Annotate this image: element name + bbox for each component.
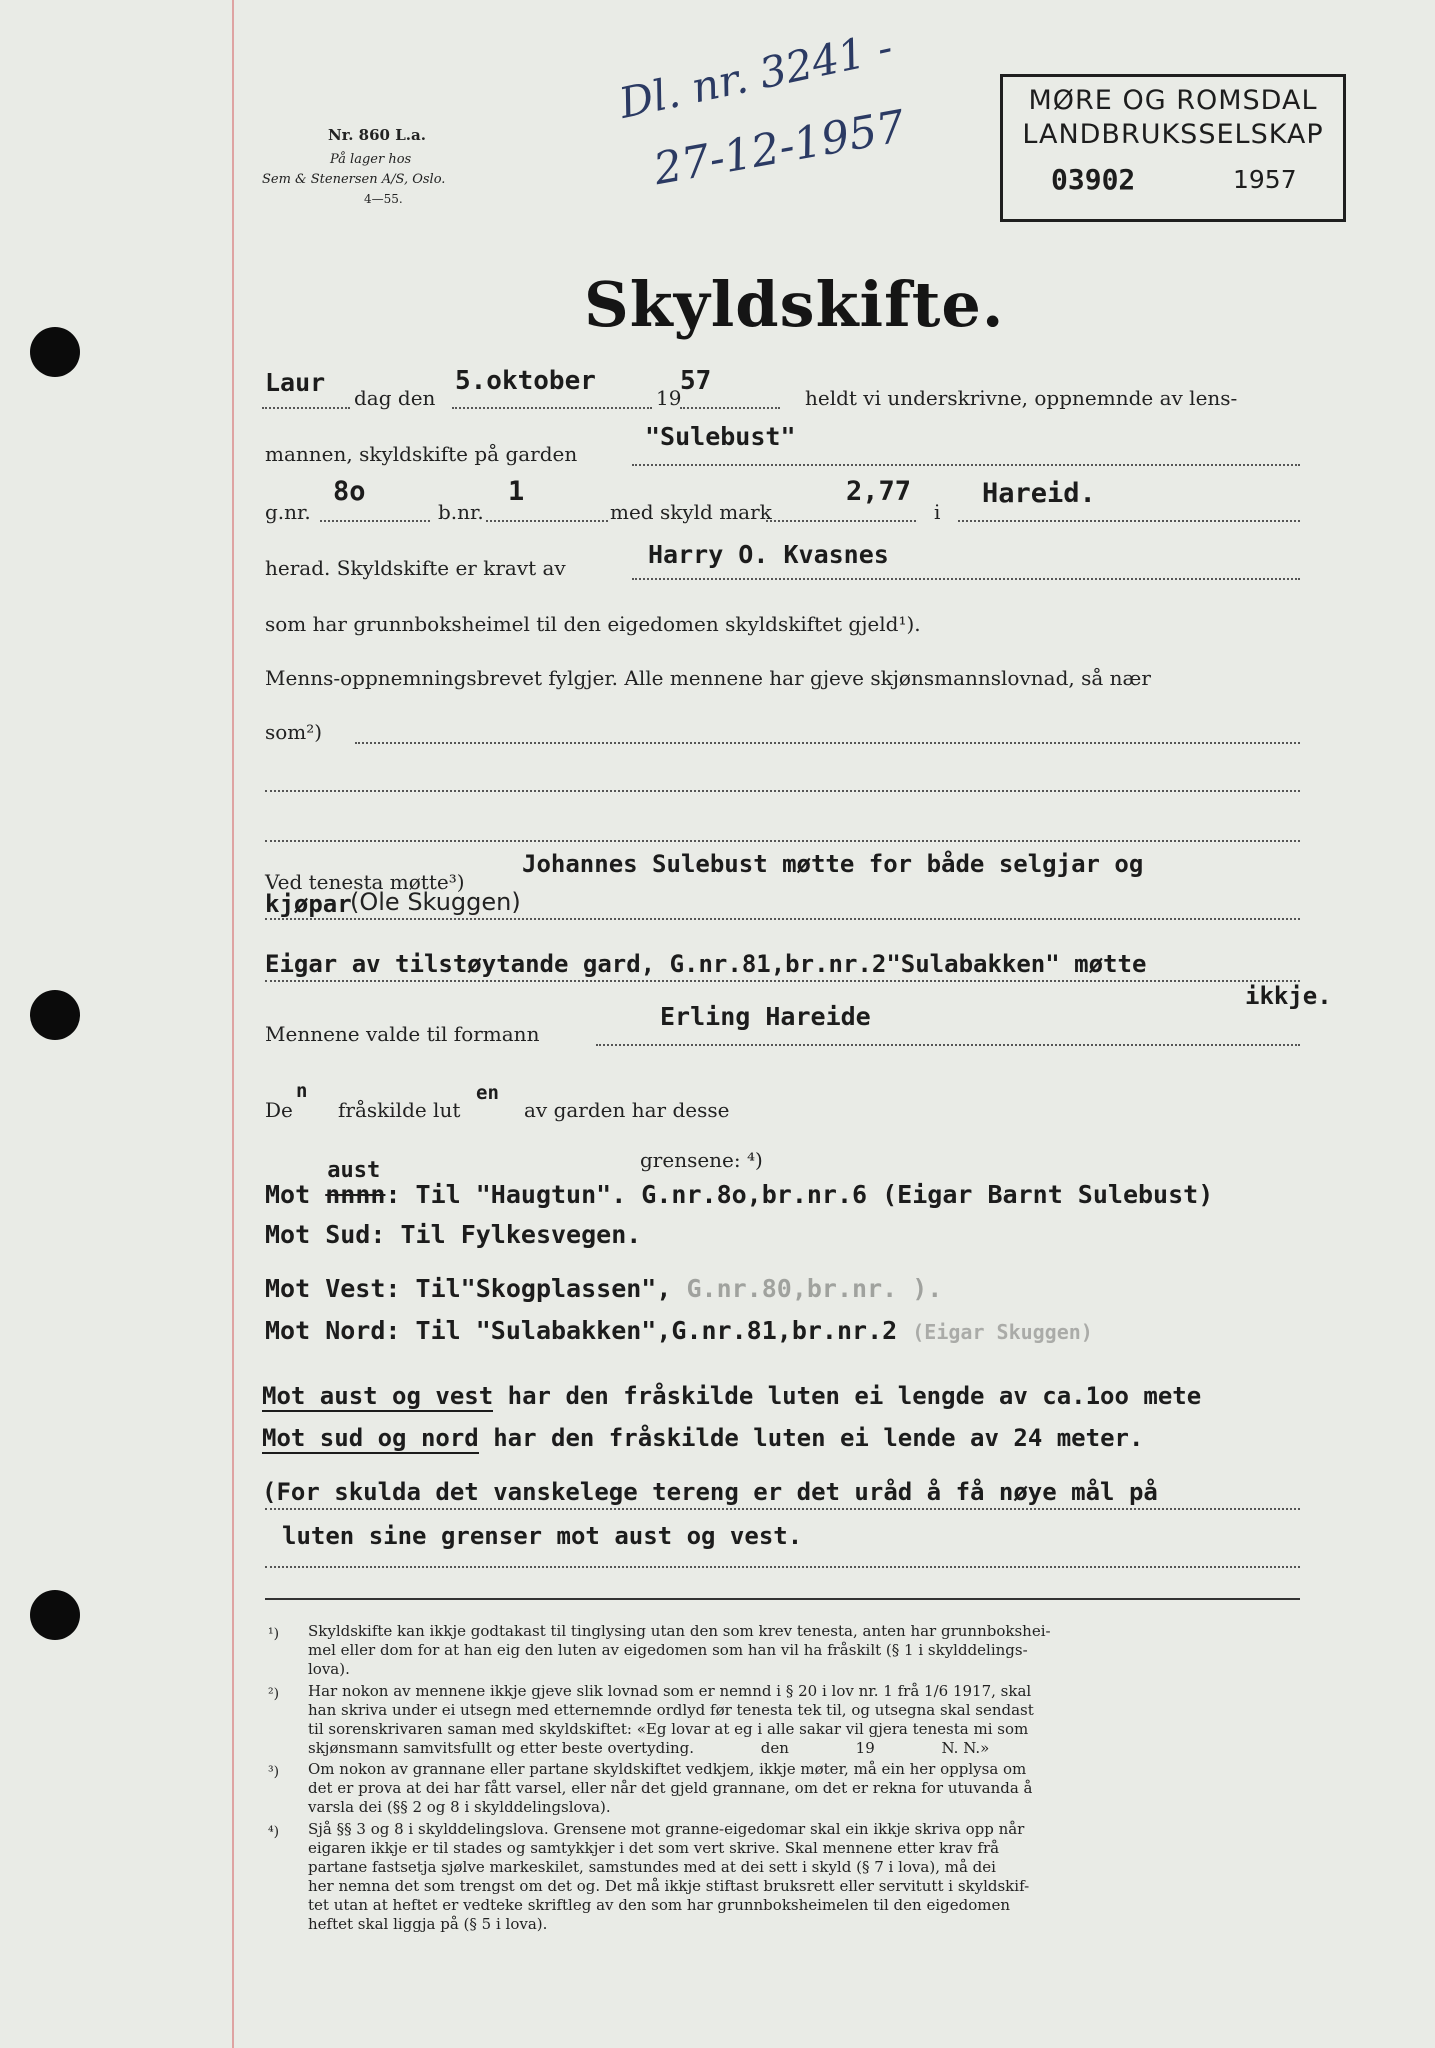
attended-line-1: Johannes Sulebust møtte for både selgjar og <box>522 850 1144 878</box>
boundary-north <box>265 1316 1093 1345</box>
punch-hole-middle <box>30 990 80 1040</box>
footnote-2: Har nokon av mennene ikkje gjeve slik lovnad som er nemnd i § 20 i lov nr. 1 frå 1/6 1917, skal han skriva under ei utsegn med etternemnde ordlyd før tenesta tek til, og utsegna skal sendast til sorenskrivaren saman med skyldskiftet: «Eg lovar at eg i alle sakar vil gjera tenesta mi som skjønsmann samvitsfullt og etter beste overtyding. den 19 N. N.» <box>308 1682 1034 1757</box>
label-dag-den: dag den <box>354 386 436 410</box>
footnote-4-num: ⁴) <box>268 1824 280 1840</box>
label-mannen: mannen, skyldskifte på garden <box>265 442 578 466</box>
herad-value: Hareid. <box>982 478 1096 509</box>
handwritten-date: 27-12-1957 <box>650 100 909 196</box>
page-title: Skyldskifte. <box>584 268 1005 341</box>
footnote-4: Sjå §§ 3 og 8 i skylddelingslova. Grensene mot granne-eigedomar skal ein ikkje skriva opp når eigaren ikkje er til stades og samtykkjer i det som vert skrive. Skal mennene etter krav frå partane fastsetja sjølve markeskilet, samstundes med at dei sett i skyld (§ 7 i lova), må dei her nemna det som trengst om det og. Det må ikkje stiftast bruksrett eller servitutt i skyldskif- tet utan at heftet er vedteke skriftleg av den som har grunnboksheimelen til den eigedomen heftet skal liggja på (§ 5 i lova). <box>308 1820 1030 1933</box>
measurement-east-west-label: Mot aust og vest <box>262 1382 494 1410</box>
boundary-east-struck: nnnn <box>325 1180 386 1209</box>
stock-note-2: Sem & Stenersen A/S, Oslo. <box>262 172 446 187</box>
form-number: Nr. 860 L.a. <box>328 126 426 144</box>
boundary-east-overwrite: aust <box>327 1158 381 1183</box>
footnote-2-num: ²) <box>268 1686 280 1702</box>
boundary-south-text: Til Fylkesvegen. <box>400 1220 642 1249</box>
measurement-south-north-label: Mot sud og nord <box>262 1424 479 1452</box>
skyld-value: 2,77 <box>846 476 912 507</box>
margin-rule <box>232 0 234 2048</box>
boundary-north-text: Til "Sulabakken",G.nr.81,br.nr.2 <box>415 1316 898 1345</box>
boundary-west-text: Til"Skogplassen", <box>415 1274 672 1303</box>
label-i: i <box>934 500 941 524</box>
de-superscript: n <box>296 1080 308 1102</box>
measurement-east-west-text: har den fråskilde luten ei lengde av ca.1oo mete <box>507 1382 1202 1410</box>
handwritten-reg-number: Dl. nr. 3241 - <box>615 22 897 128</box>
measurement-east-west <box>262 1382 1201 1410</box>
label-skyld: med skyld mark <box>610 500 772 524</box>
label-fraskilde: fråskilde lut <box>338 1098 461 1122</box>
label-av-garden: av garden har desse <box>524 1098 730 1122</box>
footnote-3-num: ³) <box>268 1764 280 1780</box>
note-line-2: luten sine grenser mot aust og vest. <box>282 1522 803 1550</box>
punch-hole-bottom <box>30 1590 80 1640</box>
attended-line-2a: kjøpar <box>265 890 352 918</box>
footnote-1: Skyldskifte kan ikkje godtakast til tinglysing utan den som krev tenesta, anten har grunnbokshei- mel eller dom for at han eig den luten av eigedomen som han vil ha fråskilt (§ 1 i skylddelings- lova). <box>308 1622 1051 1678</box>
label-ved-tenesta: Ved tenesta møtte³) <box>265 870 465 894</box>
boundary-west-faded: G.nr.80,br.nr. ). <box>686 1274 943 1303</box>
gnr-value: 8o <box>333 476 366 507</box>
boundary-north-dir: Mot Nord: <box>265 1316 401 1345</box>
stock-note-3: 4—55. <box>364 192 403 206</box>
boundary-north-faded: (Eigar Skuggen) <box>912 1320 1093 1344</box>
lut-superscript: en <box>476 1082 499 1104</box>
stamp-line-2: LANDBRUKSSELSKAP <box>1022 119 1324 150</box>
boundary-south-dir: Mot Sud: <box>265 1220 386 1249</box>
footnote-3: Om nokon av grannane eller partane skyldskiftet vedkjem, ikkje møter, må ein her opplysa om det er prova at dei har fått varsel, eller når det gjeld grannane, om det er rekna for utuvanda å varsla dei (§§ 2 og 8 i skylddelingslova). <box>308 1760 1033 1816</box>
bnr-value: 1 <box>508 476 525 507</box>
weekday-value: Laur <box>265 368 326 397</box>
label-de: De <box>265 1098 293 1122</box>
farm-name-value: "Sulebust" <box>645 422 796 451</box>
label-heldt: heldt vi underskrivne, oppnemnde av lens- <box>805 386 1238 410</box>
date-value: 5.oktober <box>455 366 596 396</box>
stamp-number: 03902 <box>1051 163 1136 196</box>
boundary-west-dir: Mot Vest: <box>265 1274 401 1303</box>
label-19: 19 <box>656 386 682 410</box>
label-grensene: grensene: ⁴) <box>640 1148 763 1172</box>
boundary-east-dir: Mot <box>265 1180 311 1209</box>
chairman-value: Erling Hareide <box>660 1002 871 1031</box>
registry-stamp <box>1000 74 1346 222</box>
boundary-east-text: : Til "Haugtun". G.nr.8o,br.nr.6 (Eigar Barnt Sulebust) <box>385 1180 1214 1209</box>
stamp-year: 1957 <box>1233 165 1297 194</box>
measurement-south-north <box>262 1424 1143 1452</box>
note-line-1: (For skulda det vanskelege tereng er det uråd å få nøye mål på <box>262 1478 1158 1506</box>
boundary-south <box>265 1220 641 1249</box>
neighbour-line: Eigar av tilstøytande gard, G.nr.81,br.nr.2"Sulabakken" møtte <box>265 950 1147 978</box>
neighbour-line-2: ikkje. <box>1245 982 1332 1010</box>
attended-line-2b: (Ole Skuggen) <box>350 888 521 916</box>
year-value: 57 <box>680 366 712 396</box>
label-menns: Menns-oppnemningsbrevet fylgjer. Alle mennene har gjeve skjønsmannslovnad, så nær <box>265 666 1151 690</box>
requester-value: Harry O. Kvasnes <box>648 540 889 569</box>
label-gnr: g.nr. <box>265 500 311 524</box>
label-herad: herad. Skyldskifte er kravt av <box>265 556 566 580</box>
boundary-west <box>265 1274 942 1303</box>
stock-note-1: På lager hos <box>330 152 412 167</box>
measurement-south-north-text: har den fråskilde luten ei lende av 24 meter. <box>493 1424 1144 1452</box>
label-grunnbok: som har grunnboksheimel til den eigedomen skyldskiftet gjeld¹). <box>265 612 921 636</box>
footnote-1-num: ¹) <box>268 1626 280 1642</box>
stamp-line-1: MØRE OG ROMSDAL <box>1028 85 1318 116</box>
label-bnr: b.nr. <box>438 500 484 524</box>
punch-hole-top <box>30 327 80 377</box>
label-formann: Mennene valde til formann <box>265 1022 540 1046</box>
label-som: som²) <box>265 720 323 744</box>
footnote-divider <box>265 1598 1300 1600</box>
